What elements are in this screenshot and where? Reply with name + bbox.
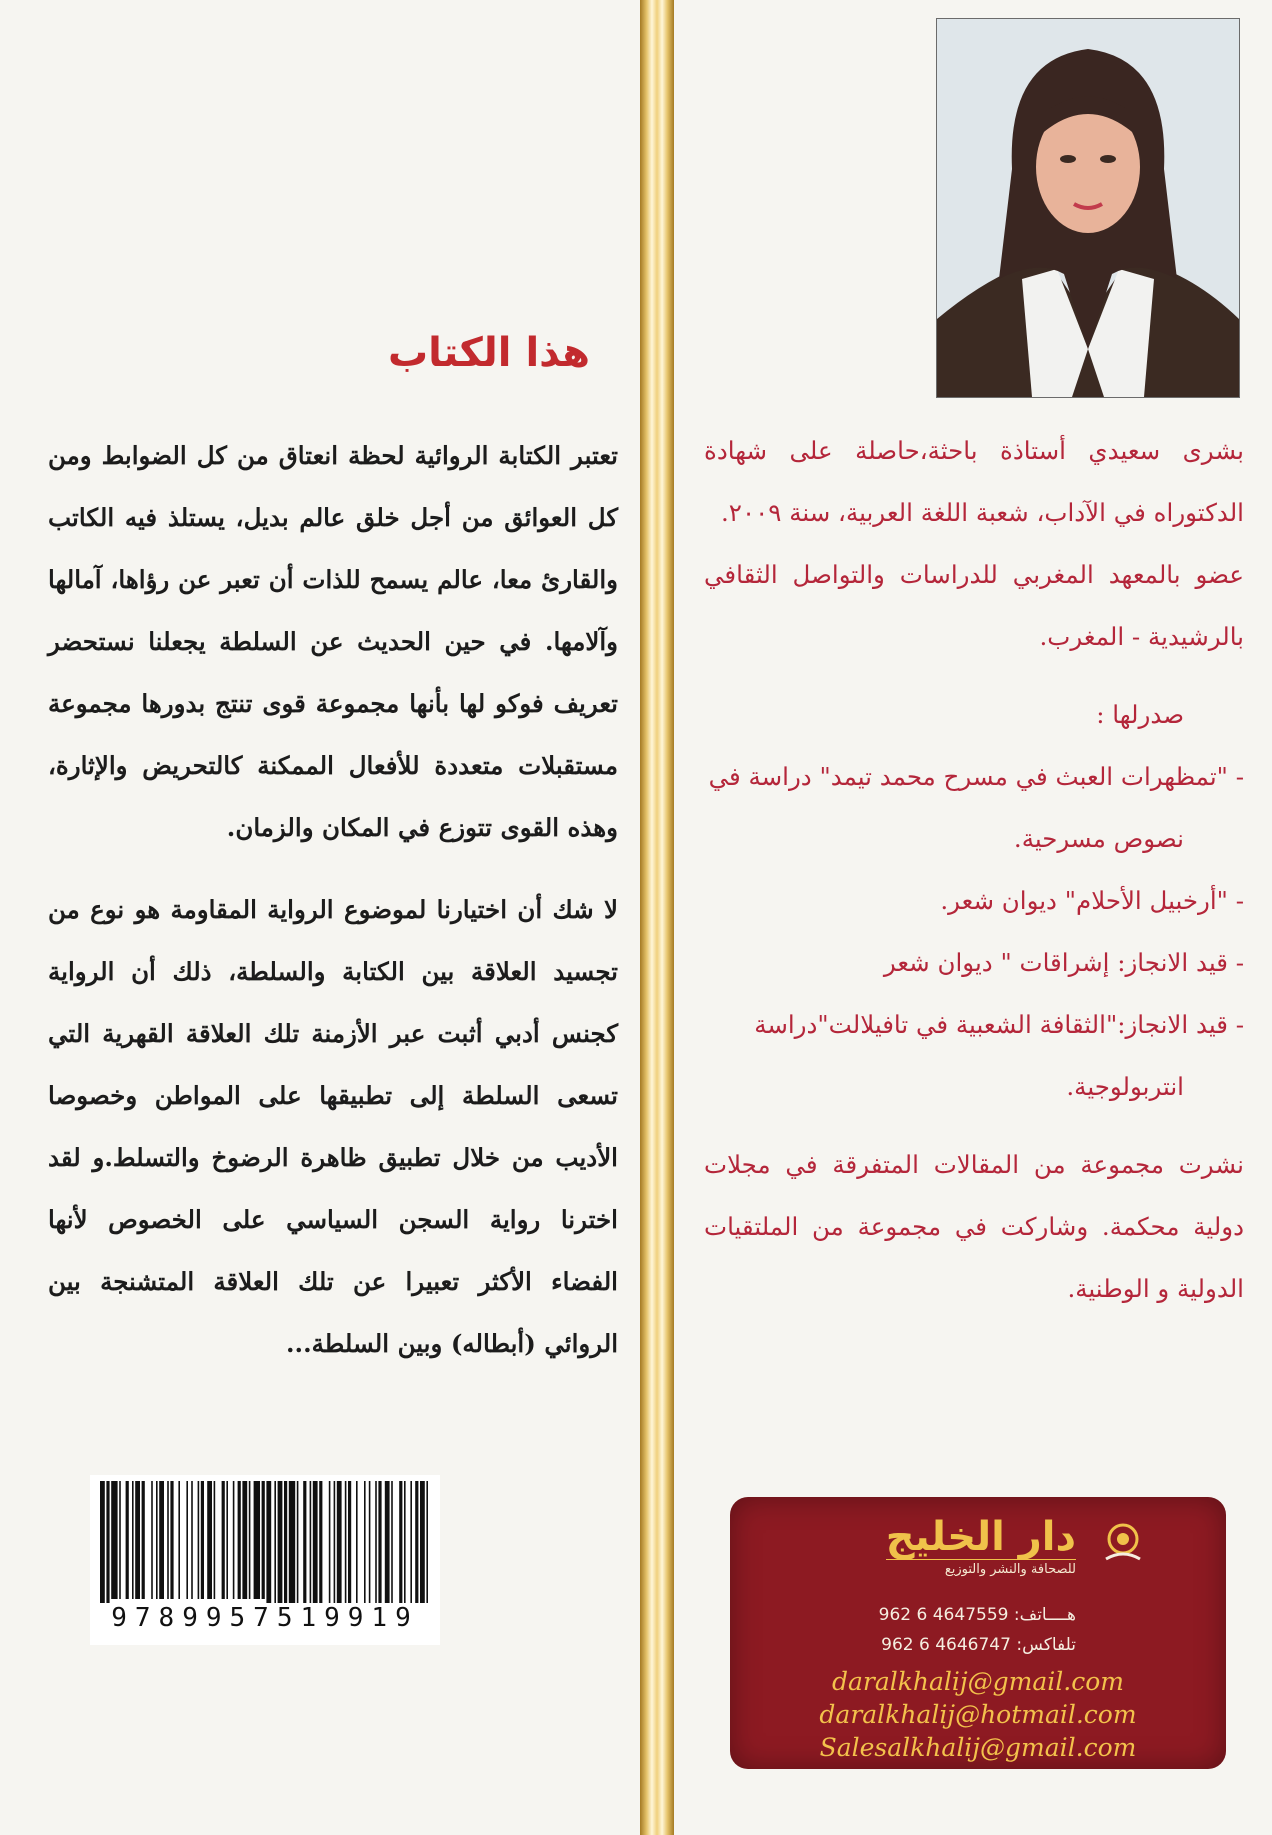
barcode-bar [151, 1481, 153, 1599]
isbn-barcode [90, 1475, 440, 1645]
barcode-digits: 9789957519919 [90, 1603, 440, 1633]
work-item-1-cont: نصوص مسرحية. [1013, 824, 1184, 853]
barcode-bar [399, 1481, 402, 1605]
barcode-bar [170, 1481, 173, 1599]
barcode-bar [404, 1481, 406, 1605]
work-item-3: - قيد الانجاز: إشراقات " ديوان شعر [883, 948, 1244, 977]
work-item-1: - "تمظهرات العبث في مسرح محمد تيمد" دراسة في [708, 762, 1244, 791]
barcode-bar [191, 1481, 193, 1599]
barcode-bar [126, 1481, 129, 1599]
barcode-bar [375, 1481, 377, 1605]
author-photo [936, 18, 1240, 398]
barcode-bar [266, 1481, 271, 1605]
barcode-bar [319, 1481, 322, 1605]
barcode-bar [156, 1481, 158, 1599]
fax-number: 962 6 4646747 [881, 1635, 1011, 1655]
publisher-logo-icon [1100, 1519, 1146, 1569]
barcode-bar [135, 1481, 140, 1599]
barcode-bar [385, 1481, 390, 1605]
barcode-bar [111, 1481, 117, 1599]
barcode-bar [238, 1481, 241, 1599]
barcode-bar [356, 1481, 358, 1605]
publisher-emails [730, 1665, 1226, 1764]
barcode-bar [119, 1481, 121, 1599]
barcode-bar [289, 1481, 295, 1605]
barcode-bar [303, 1481, 306, 1605]
barcode-bar [415, 1481, 418, 1605]
barcode-bar [391, 1481, 393, 1605]
book-description [48, 425, 618, 1395]
work-item-4-cont: انتربولوجية. [1066, 1072, 1184, 1101]
bio-paragraph-2: عضو بالمعهد المغربي للدراسات والتواصل الثقافي بالرشيدية - المغرب. [704, 560, 1244, 651]
barcode-bar [222, 1481, 225, 1599]
barcode-bar [364, 1481, 366, 1605]
barcode-bar [262, 1481, 265, 1599]
publisher-logo [886, 1515, 1076, 1577]
barcode-bar [426, 1481, 428, 1605]
work-item-2: - "أرخبيل الأحلام" ديوان شعر. [940, 886, 1244, 915]
barcode-bar [369, 1481, 371, 1605]
barcode-bar [167, 1481, 169, 1599]
barcode-bar [242, 1481, 247, 1599]
description-paragraph-2: لا شك أن اختيارنا لموضوع الرواية المقاومة هو نوع من تجسيد العلاقة بين الكتابة والسلطة، ذلك أن الرواية كجنس أدبي أثبت عبر الأزمنة تلك العلاقة القهرية التي تسعى السلطة إلى تطبيقها على المواطن وخصوصا الأديب من خلال تطبيق ظاهرة الرضوخ والتسلط.و لقد اخترنا رواية السجن السياسي على الخصوص لأنها الفضاء الأكثر تعبيرا عن تلك العلاقة المتشنجة بين الروائي (أبطاله) وبين السلطة... [48, 895, 618, 1358]
barcode-bar [345, 1481, 347, 1605]
work-item-4: - قيد الانجاز:"الثقافة الشعبية في تافيلالت"دراسة [754, 1010, 1244, 1039]
barcode-bar [284, 1481, 287, 1605]
barcode-bar [420, 1481, 425, 1605]
barcode-bar [226, 1481, 228, 1599]
barcode-bar [337, 1481, 342, 1605]
barcode-bar [378, 1481, 381, 1605]
barcode-bar [214, 1481, 216, 1599]
barcode-bars [90, 1475, 440, 1605]
barcode-bar [297, 1481, 299, 1605]
description-paragraph-1: تعتبر الكتابة الروائية لحظة انعتاق من كل الضوابط ومن كل العوائق من أجل خلق عالم بديل، يستلذ فيه الكاتب والقارئ معا، عالم يسمح للذات أن تعبر عن رؤاها، آمالها وآلامها. في حين الحديث عن السلطة يجعلنا نستحضر تعريف فوكو لها بأنها مجموعة قوى تنتج بدورها مجموعة مستقبلات متعددة للأفعال الممكنة كالتحريض والإثارة، وهذه القوى تتوزع في المكان والزمان. [48, 441, 618, 842]
barcode-bar [334, 1481, 336, 1605]
publisher-name: دار الخليج [885, 1514, 1076, 1560]
barcode-bar [178, 1481, 180, 1599]
email-1: daralkhalij@gmail.com [832, 1667, 1124, 1696]
publisher-tagline: للصحافة والنشر والتوزيع [886, 1559, 1076, 1577]
barcode-bar [249, 1481, 251, 1599]
barcode-bar [142, 1481, 145, 1599]
barcode-bar [348, 1481, 351, 1605]
publisher-fax [881, 1635, 1076, 1655]
author-portrait-icon [937, 19, 1239, 397]
barcode-bar [159, 1481, 164, 1599]
closing-paragraph: نشرت مجموعة من المقالات المتفرقة في مجلات دولية محكمة. وشاركت في مجموعة من الملتقيات الدولية و الوطنية. [704, 1150, 1244, 1303]
author-bio [704, 420, 1244, 1320]
barcode-bar [198, 1481, 200, 1599]
barcode-bar [278, 1481, 283, 1605]
email-3: Salesalkhalij@gmail.com [819, 1733, 1137, 1762]
barcode-bar [410, 1481, 412, 1605]
barcode-bar [310, 1481, 312, 1605]
barcode-bar [274, 1481, 276, 1605]
barcode-bar [132, 1481, 134, 1599]
publisher-box [730, 1497, 1226, 1769]
publisher-phone [879, 1605, 1076, 1625]
barcode-bar [106, 1481, 109, 1605]
barcode-bar [254, 1481, 260, 1599]
book-heading: هذا الكتاب [387, 330, 590, 376]
bio-paragraph-1: بشرى سعيدي أستاذة باحثة،حاصلة على شهادة الدكتوراه في الآداب، شعبة اللغة العربية، سنة ٢٠٠٩. [704, 436, 1244, 527]
barcode-bar [313, 1481, 318, 1605]
barcode-bar [329, 1481, 331, 1605]
barcode-bar [207, 1481, 212, 1599]
barcode-bar [100, 1481, 105, 1605]
barcode-bar [201, 1481, 204, 1599]
phone-number: 962 6 4647559 [878, 1605, 1009, 1625]
barcode-bar [186, 1481, 188, 1599]
gold-spine-stripe [640, 0, 674, 1835]
published-label: صدرلها : [1096, 700, 1184, 729]
barcode-bar [233, 1481, 235, 1599]
phone-label: هــــاتف: [1013, 1605, 1076, 1625]
email-2: daralkhalij@hotmail.com [819, 1700, 1137, 1729]
fax-label: تلفاكس: [1016, 1635, 1076, 1655]
